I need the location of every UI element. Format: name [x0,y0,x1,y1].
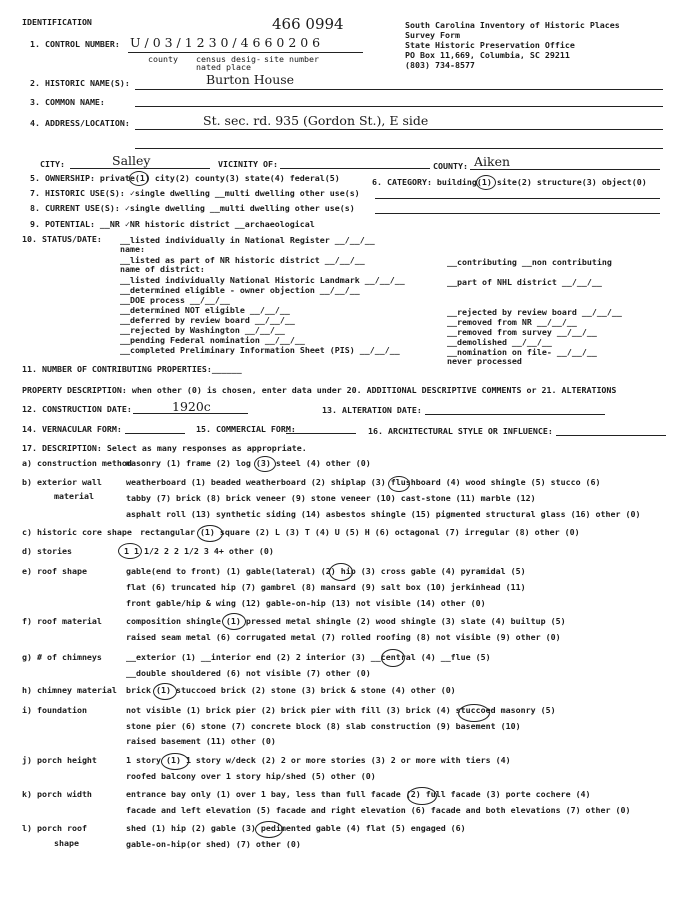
over-one-bay-circle [407,787,437,805]
org-line-5: (803) 734-8577 [405,60,475,70]
vicinity-label: VICINITY OF: [218,159,278,169]
status-left-item: name of district: [120,264,205,274]
status-left-item: __listed individually National Historic Landmark __/__/__ [120,275,405,285]
desc-row: front gable/hip & wing (12) gable-on-hip (13) not visible (14) other (0) [126,598,486,608]
county-line [470,169,660,170]
status-left-item: __deferred by review board __/__/__ [120,315,295,325]
gable-lateral-circle [329,563,353,581]
sub-county: county [148,54,178,64]
rectangular-circle [197,525,223,542]
desc-row: __double shouldered (6) not visible (7) other (0) [126,668,371,678]
control-number-value: U / 0 3 / 1 2 3 0 / 4 6 6 0 2 0 6 [130,35,321,50]
gable-porch-circle [255,821,283,838]
status-right-item: __nomination on file- __/__/__ [447,347,597,357]
status-left-item: __pending Federal nomination __/__/__ [120,335,305,345]
desc-label: h) chimney material [22,685,117,695]
category-line: 6. CATEGORY: building(1) site(2) structure(3) object(0) [372,177,647,187]
interior-circle [381,649,405,667]
vernacular-line [125,433,185,434]
sub-census: census desig- [196,54,261,64]
construction-label: 12. CONSTRUCTION DATE: [22,404,132,414]
common-name-label: 3. COMMON NAME: [30,97,105,107]
brick-foundation-circle [458,704,490,722]
common-name-line [135,106,663,107]
org-line-3: State Historic Preservation Office [405,40,575,50]
desc-row: composition shingle (1) pressed metal shingle (2) wood shingle (3) slate (4) builtup (5) [126,616,566,626]
desc-row: 1 1 1/2 2 2 1/2 3 4+ other (0) [124,546,274,556]
address-label: 4. ADDRESS/LOCATION: [30,118,130,128]
frame-circle [254,456,276,472]
city-value: Salley [112,153,151,168]
org-line-2: Survey Form [405,30,460,40]
status-left-item: __rejected by Washington __/__/__ [120,325,285,335]
desc-row: shed (1) hip (2) gable (3) pedimented gable (4) flat (5) engaged (6) [126,823,466,833]
vernacular-label: 14. VERNACULAR FORM: [22,424,122,434]
desc-row: raised basement (11) other (0) [126,736,276,746]
historic-use-line: 7. HISTORIC USE(S): ✓single dwelling __multi dwelling other use(s) [30,188,360,198]
commercial-label: 15. COMMERCIAL FORM: [196,424,296,434]
desc-row: masonry (1) frame (2) log (3) steel (4) other (0) [126,458,371,468]
status-right-item: __rejected by review board __/__/__ [447,307,622,317]
brick-chimney-circle [153,683,177,700]
desc-row: 1 story (1) 1 story w/deck (2) 2 or more stories (3) 2 or more with tiers (4) [126,755,511,765]
historic-name-label: 2. HISTORIC NAME(S): [30,78,130,88]
address-value: St. sec. rd. 935 (Gordon St.), E side [203,113,429,128]
desc-label: l) porch roof [22,823,87,833]
status-right-item: __contributing __non contributing [447,257,612,267]
control-number-underline [128,52,363,53]
style-label: 16. ARCHITECTURAL STYLE OR INFLUENCE: [368,426,553,436]
status-right-item: __removed from survey __/__/__ [447,327,597,337]
status-left-item: name: [120,244,145,254]
ownership-circle [129,171,149,186]
construction-line [133,413,248,414]
historic-use-other-line [375,198,660,199]
desc-label: i) foundation [22,705,87,715]
desc-label: f) roof material [22,616,102,626]
desc-label: e) roof shape [22,566,87,576]
status-right-item: never processed [447,356,522,366]
org-line-1: South Carolina Inventory of Historic Places [405,20,620,30]
one-story-circle [118,543,142,559]
sub-census-2: nated place [196,62,251,72]
status-left-item: __listed as part of NR historic district __/__/__ [120,255,365,265]
style-line [556,435,666,436]
desc-label: c) historic core shape [22,527,132,537]
desc-label: k) porch width [22,789,92,799]
desc-row: not visible (1) brick pier (2) brick pier with fill (3) brick (4) stuccoed masonry (5) [126,705,556,715]
contributing-properties: 11. NUMBER OF CONTRIBUTING PROPERTIES:______ [22,364,242,374]
identification-heading: IDENTIFICATION [22,17,92,27]
control-number-label: 1. CONTROL NUMBER: [30,39,120,49]
desc-row: entrance bay only (1) over 1 bay, less than full facade (2) full facade (3) porte cochere (4) [126,789,591,799]
desc-row: flat (6) truncated hip (7) gambrel (8) mansard (9) salt box (10) jerkinhead (11) [126,582,526,592]
desc-row: stone pier (6) stone (7) concrete block (8) slab construction (9) basement (10) [126,720,521,731]
composition-shingle-circle [222,613,246,630]
status-label: 10. STATUS/DATE: [22,234,102,244]
city-label: CITY: [40,159,65,169]
historic-name-value: Burton House [206,72,295,87]
alteration-line [425,414,605,415]
desc-row: raised seam metal (6) corrugated metal (7) rolled roofing (8) not visible (9) other (0) [126,631,561,642]
desc-row: weatherboard (1) beaded weatherboard (2) shiplap (3) flushboard (4) wood shingle (5) stucco (6) [126,477,601,487]
desc-label: b) exterior wall [22,477,102,487]
status-left-item: __determined eligible - owner objection __/__/__ [120,285,360,295]
desc-row: tabby (7) brick (8) brick veneer (9) stone veneer (10) cast-stone (11) marble (12) [126,493,536,503]
status-right-item: __part of NHL district __/__/__ [447,277,602,287]
description-intro: 17. DESCRIPTION: Select as many responses as appropriate. [22,443,307,453]
county-label: COUNTY: [433,161,468,171]
county-value: Aiken [474,154,511,169]
desc-row: facade and left elevation (5) facade and right elevation (6) facade and both elevations (7) other (0) [126,805,631,815]
desc-row: gable-on-hip(or shed) (7) other (0) [126,839,301,849]
desc-label-2: shape [54,838,79,848]
status-left-item: __determined NOT eligible __/__/__ [120,305,290,315]
current-use-other-line [375,213,660,214]
desc-label: d) stories [22,546,72,556]
vicinity-line [280,168,430,169]
desc-row: roofed balcony over 1 story hip/shed (5) other (0) [126,771,376,781]
status-left-item: __completed Preliminary Information Sheet (PIS) __/__/__ [120,345,400,355]
city-line [70,168,210,169]
commercial-line [286,433,356,434]
potential-line: 9. POTENTIAL: __NR ✓NR historic district __archaeological [30,219,315,229]
alteration-label: 13. ALTERATION DATE: [322,405,422,415]
status-right-item: __removed from NR __/__/__ [447,317,577,327]
sub-site: site number [264,54,319,64]
address-line-2 [135,148,663,149]
category-circle [476,175,496,190]
address-line [135,129,663,130]
desc-label: j) porch height [22,755,97,765]
historic-name-line [135,89,663,90]
property-description: PROPERTY DESCRIPTION: when other (0) is chosen, enter data under 20. ADDITIONAL DESCRIPTIVE COMMENTS or 21. ALTERATIONS [22,385,617,395]
desc-row: gable(end to front) (1) gable(lateral) (2) hip (3) cross gable (4) pyramidal (5) [126,566,526,576]
ownership-line: 5. OWNERSHIP: private(1) city(2) county(3) state(4) federal(5) [30,173,340,183]
desc-row: brick (1) stuccoed brick (2) stone (3) brick & stone (4) other (0) [126,685,456,695]
desc-row: asphalt roll (13) synthetic siding (14) asbestos shingle (15) pigmented structural glass (16) other (0) [126,509,641,519]
shiplap-circle [388,476,410,492]
handwritten-id: 466 0994 [272,15,344,33]
desc-row: rectangular (1) square (2) L (3) T (4) U (5) H (6) octagonal (7) irregular (8) other (0) [140,527,580,537]
status-left-item: __listed individually in National Register __/__/__ [120,235,375,245]
construction-date: 1920c [172,399,211,414]
status-left-item: __DOE process __/__/__ [120,295,230,305]
org-line-4: PO Box 11,669, Columbia, SC 29211 [405,50,570,60]
desc-label-2: material [54,491,94,501]
one-story-porch-circle [161,753,189,770]
desc-label: g) # of chimneys [22,652,102,662]
status-right-item: __demolished __/__/__ [447,337,552,347]
current-use-line: 8. CURRENT USE(S): ✓single dwelling __multi dwelling other use(s) [30,203,355,213]
desc-row: __exterior (1) __interior end (2) 2 interior (3) __central (4) __flue (5) [126,652,491,662]
desc-label: a) construction method [22,458,132,468]
